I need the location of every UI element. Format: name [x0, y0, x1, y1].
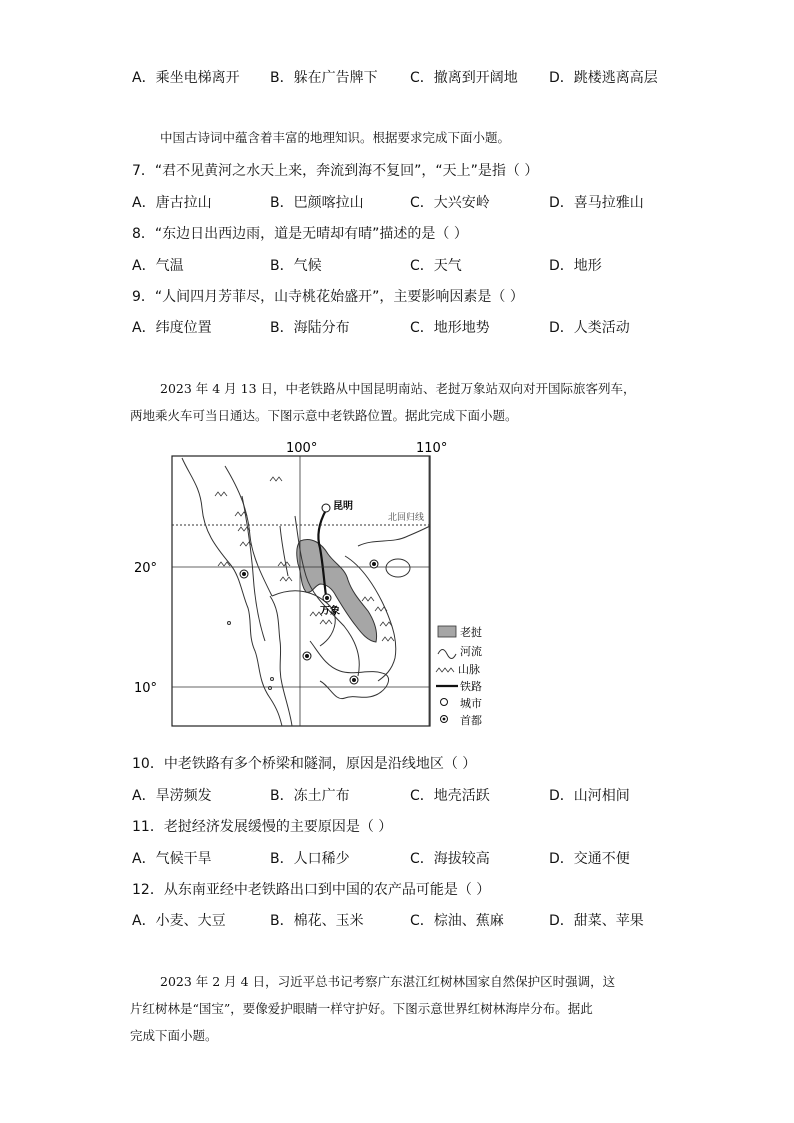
legend-river-label: 河流 — [460, 645, 482, 658]
china-laos-railway-map — [130, 436, 500, 731]
q10-option-d[interactable]: D．山河相间 — [549, 788, 630, 804]
q10-option-c[interactable]: C．地壳活跃 — [410, 788, 490, 804]
intro-mangrove-line-2: 片红树林是“国宝”，要像爱护眼睛一样守护好。下图示意世界红树林海岸分布。据此 — [130, 1001, 593, 1016]
q8-option-c[interactable]: C．天气 — [410, 258, 462, 274]
intro-railway-line-1: 2023 年 4 月 13 日，中老铁路从中国昆明南站、老挝万象站双向对开国际旅客列车， — [160, 381, 636, 396]
q9-option-a[interactable]: A．纬度位置 — [132, 320, 212, 336]
intro-mangrove — [130, 968, 670, 1049]
q11-option-b[interactable]: B．人口稀少 — [270, 851, 350, 867]
lon-label-100: 100° — [286, 441, 318, 456]
q11-option-c[interactable]: C．海拔较高 — [410, 851, 490, 867]
option-a[interactable]: A．乘坐电梯离开 — [132, 70, 240, 86]
legend-river-icon — [438, 650, 456, 659]
intro-mangrove-line-3: 完成下面小题。 — [130, 1028, 218, 1043]
legend-laos-label: 老挝 — [460, 626, 482, 639]
option-c[interactable]: C．撤离到开阔地 — [410, 70, 518, 86]
legend-railway-label: 铁路 — [460, 680, 482, 693]
q7-option-c[interactable]: C．大兴安岭 — [410, 195, 490, 211]
question-8-stem: 8．“东边日出西边雨，道是无晴却有晴”描述的是（ ） — [132, 226, 468, 242]
intro-railway — [130, 375, 670, 429]
q12-option-b[interactable]: B．棉花、玉米 — [270, 913, 364, 929]
q11-option-a[interactable]: A．气候干旱 — [132, 851, 212, 867]
intro-railway-line-2: 两地乘火车可当日通达。下图示意中老铁路位置。据此完成下面小题。 — [130, 408, 518, 423]
option-d[interactable]: D．跳楼逃离高层 — [549, 70, 658, 86]
tropic-label: 北回归线 — [388, 513, 425, 523]
kunming-label: 昆明 — [333, 501, 353, 512]
q12-option-d[interactable]: D．甜菜、苹果 — [549, 913, 644, 929]
legend-city-icon — [441, 699, 448, 706]
q7-option-a[interactable]: A．唐古拉山 — [132, 195, 212, 211]
q7-option-b[interactable]: B．巴颜喀拉山 — [270, 195, 364, 211]
legend-city-label: 城市 — [460, 697, 482, 710]
q9-option-c[interactable]: C．地形地势 — [410, 320, 490, 336]
option-b[interactable]: B．躲在广告牌下 — [270, 70, 378, 86]
q9-option-d[interactable]: D．人类活动 — [549, 320, 630, 336]
q7-option-d[interactable]: D．喜马拉雅山 — [549, 195, 644, 211]
intro-poetry-text: 中国古诗词中蕴含着丰富的地理知识。根据要求完成下面小题。 — [160, 130, 511, 145]
legend-mountain-label: 山脉 — [458, 663, 480, 676]
question-7-stem: 7．“君不见黄河之水天上来，奔流到海不复回”，“天上”是指（ ） — [132, 163, 539, 179]
q8-option-d[interactable]: D．地形 — [549, 258, 602, 274]
lat-label-10: 10° — [134, 681, 158, 696]
q8-option-b[interactable]: B．气候 — [270, 258, 322, 274]
q10-option-a[interactable]: A．旱涝频发 — [132, 788, 212, 804]
q8-option-a[interactable]: A．气温 — [132, 258, 184, 274]
q10-option-b[interactable]: B．冻土广布 — [270, 788, 350, 804]
lon-label-110: 110° — [416, 441, 448, 456]
legend-mountain-icon — [436, 668, 454, 672]
question-11-stem: 11．老挝经济发展缓慢的主要原因是（ ） — [132, 819, 393, 835]
q12-option-c[interactable]: C．棕油、蕉麻 — [410, 913, 504, 929]
legend-capital-label: 首都 — [460, 714, 482, 727]
map-legend — [436, 625, 482, 727]
intro-mangrove-line-1: 2023 年 2 月 4 日，习近平总书记考察广东湛江红树林国家自然保护区时强调，这 — [160, 974, 616, 989]
legend-laos-swatch — [438, 626, 456, 637]
intro-poetry — [130, 124, 670, 151]
question-10-stem: 10．中老铁路有多个桥梁和隧洞，原因是沿线地区（ ） — [132, 756, 477, 772]
q9-option-b[interactable]: B．海陆分布 — [270, 320, 350, 336]
question-9-stem: 9．“人间四月芳菲尽，山寺桃花始盛开”，主要影响因素是（ ） — [132, 289, 524, 305]
lat-label-20: 20° — [134, 561, 158, 576]
question-12-stem: 12．从东南亚经中老铁路出口到中国的农产品可能是（ ） — [132, 882, 491, 898]
vientiane-label: 万象 — [320, 606, 340, 617]
kunming-city-marker — [322, 504, 330, 512]
q11-option-d[interactable]: D．交通不便 — [549, 851, 630, 867]
q12-option-a[interactable]: A．小麦、大豆 — [132, 913, 226, 929]
